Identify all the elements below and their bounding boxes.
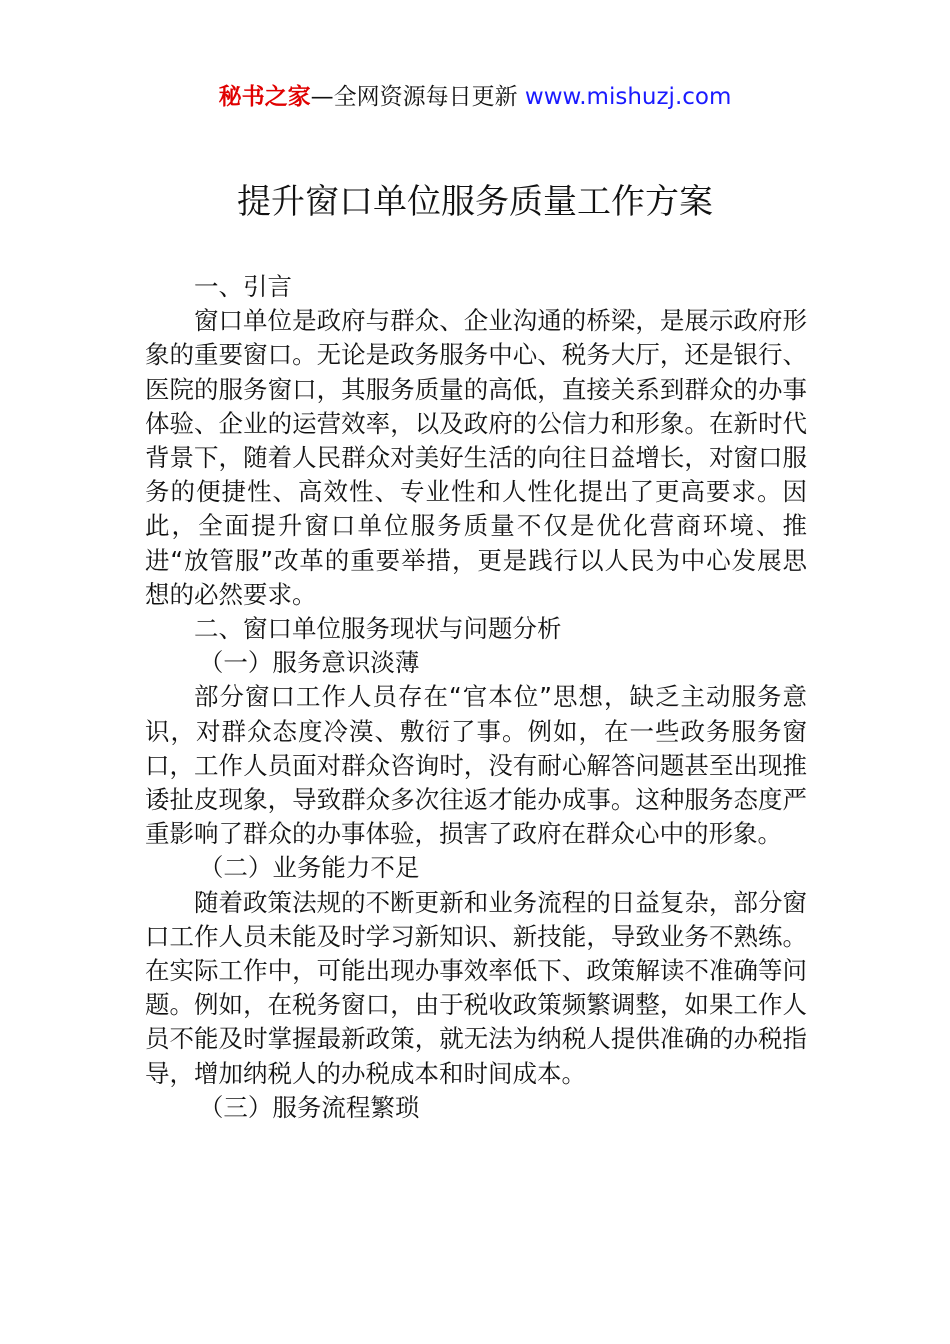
- site-header: [0, 80, 950, 114]
- document-body: [145, 270, 807, 1125]
- section-heading-introduction: 一、引言: [194, 272, 292, 301]
- body-paragraph: 部分窗口工作人员存在“官本位”思想，缺乏主动服务意识，对群众态度冷漠、敷衍了事。例如，在一些政务服务窗口，工作人员面对群众咨询时，没有耐心解答问题甚至出现推诿扯皮现象，导致群众多次往返才能办成事。这种服务态度严重影响了群众的办事体验，损害了政府在群众心中的形象。: [145, 682, 807, 849]
- section-heading-status-analysis: 二、窗口单位服务现状与问题分析: [194, 614, 562, 644]
- document-title: 提升窗口单位服务质量工作方案: [237, 182, 713, 222]
- subsection-heading-business-ability: （二）业务能力不足: [198, 853, 420, 883]
- subsection-heading-service-process: （三）服务流程繁琐: [198, 1092, 420, 1122]
- site-tagline: —全网资源每日更新: [310, 84, 525, 110]
- body-paragraph: 窗口单位是政府与群众、企业沟通的桥梁，是展示政府形象的重要窗口。无论是政务服务中心、税务大厅，还是银行、医院的服务窗口，其服务质量的高低，直接关系到群众的办事体验、企业的运营效率，以及政府的公信力和形象。在新时代背景下，随着人民群众对美好生活的向往日益增长，对窗口服务的便捷性、高效性、专业性和人性化提出了更高要求。因此，全面提升窗口单位服务质量不仅是优化营商环境、推进“放管服”改革的重要举措，更是践行以人民为中心发展思想的必然要求。: [145, 306, 807, 609]
- body-paragraph: 随着政策法规的不断更新和业务流程的日益复杂，部分窗口工作人员未能及时学习新知识、新技能，导致业务不熟练。在实际工作中，可能出现办事效率低下、政策解读不准确等问题。例如，在税务窗口，由于税收政策频繁调整，如果工作人员不能及时掌握最新政策，就无法为纳税人提供准确的办税指导，增加纳税人的办税成本和时间成本。: [145, 887, 807, 1088]
- site-brand: 秘书之家: [218, 84, 311, 110]
- subsection-heading-service-awareness: （一）服务意识淡薄: [198, 648, 420, 678]
- site-url-link[interactable]: www.mishuzj.com: [524, 84, 732, 110]
